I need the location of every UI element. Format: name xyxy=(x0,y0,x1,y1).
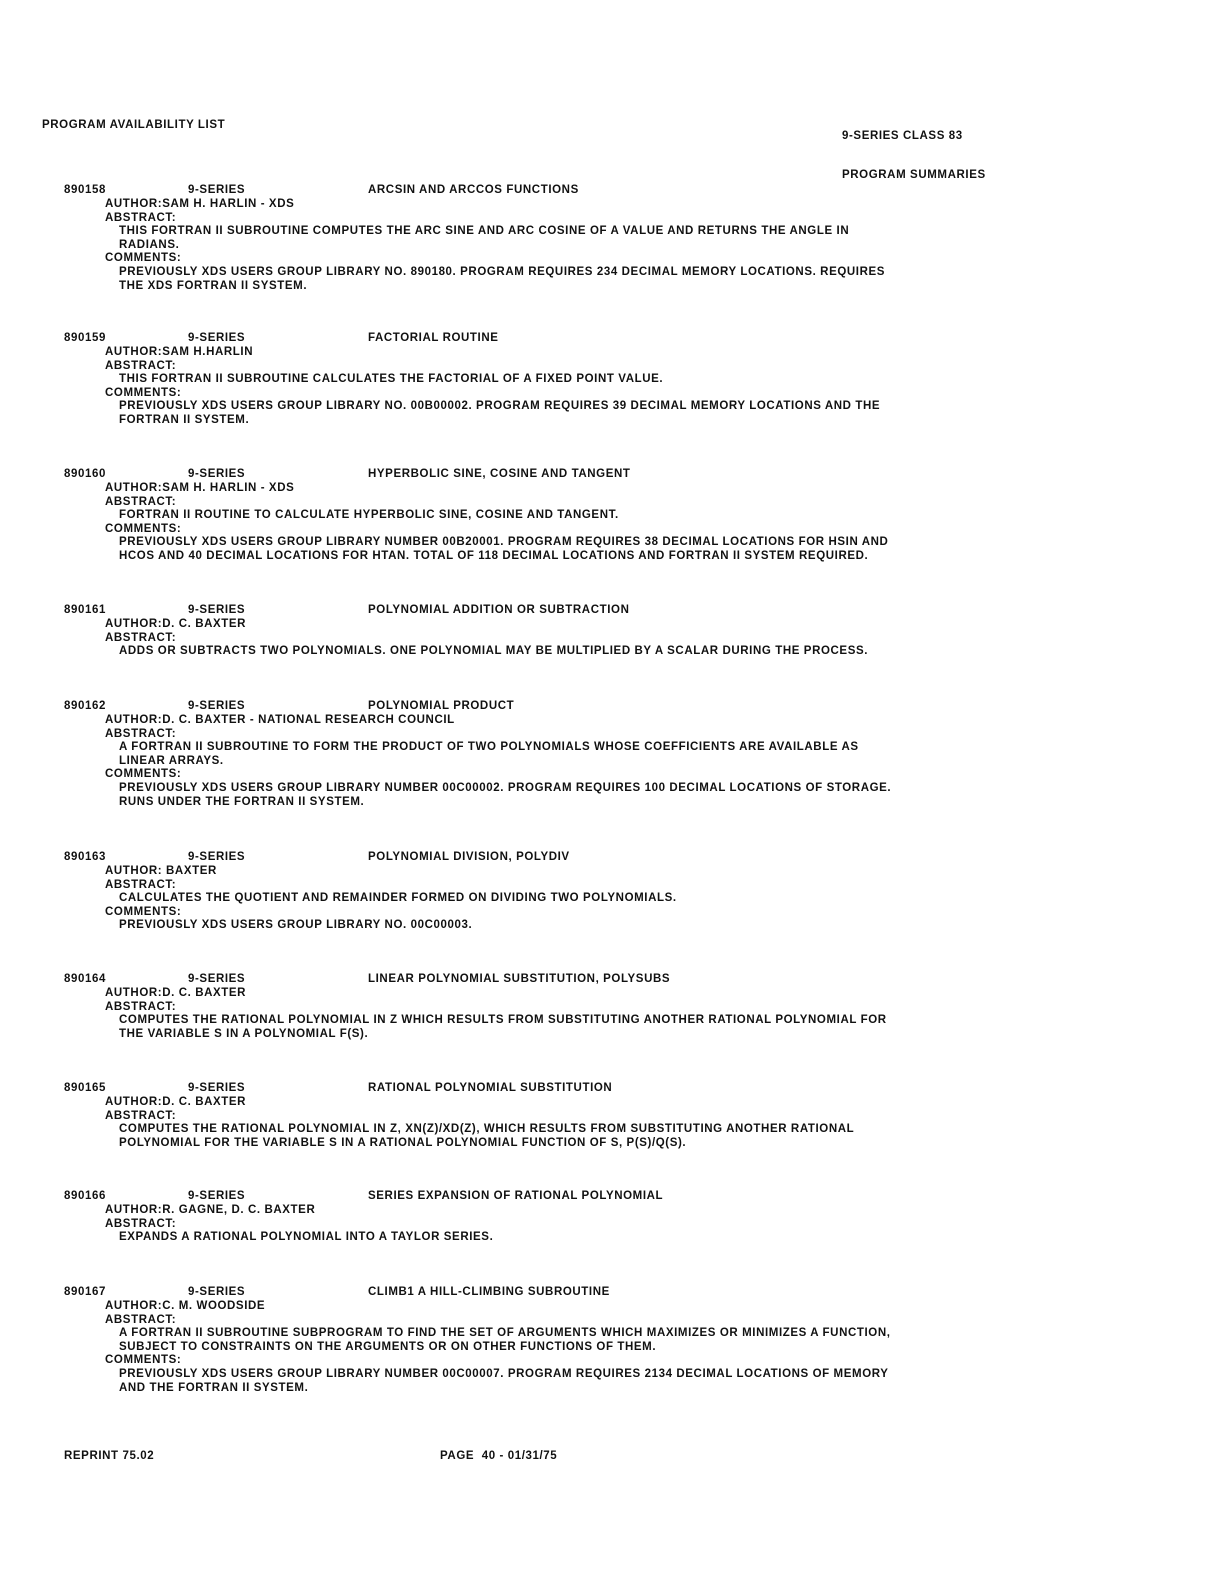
abstract-label: ABSTRACT: xyxy=(105,1109,177,1122)
program-title: RATIONAL POLYNOMIAL SUBSTITUTION xyxy=(368,1082,613,1094)
program-series: 9-SERIES xyxy=(188,1190,246,1202)
program-entry xyxy=(64,973,1184,1041)
comments-label: COMMENTS: xyxy=(105,768,182,781)
program-title: SERIES EXPANSION OF RATIONAL POLYNOMIAL xyxy=(368,1190,664,1202)
abstract-text: THIS FORTRAN II SUBROUTINE COMPUTES THE ARC SINE AND ARC COSINE OF A VALUE AND RETURNS THE ANGLE IN RADIANS. xyxy=(119,225,850,251)
program-series: 9-SERIES xyxy=(188,1286,246,1298)
program-entry xyxy=(64,468,1184,564)
program-number: 890160 xyxy=(64,468,106,480)
program-author: AUTHOR:C. M. WOODSIDE xyxy=(105,1300,266,1312)
program-author: AUTHOR:D. C. BAXTER xyxy=(105,618,247,630)
program-number: 890167 xyxy=(64,1286,106,1298)
program-series: 9-SERIES xyxy=(188,1082,246,1094)
program-entry xyxy=(64,1286,1184,1395)
comments-text: PREVIOUSLY XDS USERS GROUP LIBRARY NO. 00C00003. xyxy=(119,919,473,932)
program-author: AUTHOR:SAM H.HARLIN xyxy=(105,346,254,358)
abstract-text: COMPUTES THE RATIONAL POLYNOMIAL IN Z, XN(Z)/XD(Z), WHICH RESULTS FROM SUBSTITUTING ANOTHER RATIONAL POLYNOMIAL FOR THE VARIABLE S IN A RATIONAL POLYNOMIAL FUNCTION OF S, P(S)/Q(S). xyxy=(119,1123,855,1149)
program-series: 9-SERIES xyxy=(188,700,246,712)
program-entry xyxy=(64,700,1184,809)
abstract-label: ABSTRACT: xyxy=(105,359,177,372)
abstract-text: THIS FORTRAN II SUBROUTINE CALCULATES THE FACTORIAL OF A FIXED POINT VALUE. xyxy=(119,373,664,386)
program-entry xyxy=(64,1082,1184,1150)
program-entry xyxy=(64,851,1184,933)
program-series: 9-SERIES xyxy=(188,332,246,344)
entry-title-line xyxy=(64,1082,1184,1096)
program-number: 890166 xyxy=(64,1190,106,1202)
entry-title-line xyxy=(64,700,1184,714)
entry-title-line xyxy=(64,468,1184,482)
comments-text: PREVIOUSLY XDS USERS GROUP LIBRARY NUMBER 00C00007. PROGRAM REQUIRES 2134 DECIMAL LOCATIONS OF MEMORY AND THE FORTRAN II SYSTEM. xyxy=(119,1367,889,1394)
program-author: AUTHOR:R. GAGNE, D. C. BAXTER xyxy=(105,1204,316,1216)
comments-label: COMMENTS: xyxy=(105,905,182,918)
program-title: POLYNOMIAL DIVISION, POLYDIV xyxy=(368,851,570,863)
footer-page: PAGE 40 - 01/31/75 xyxy=(440,1450,558,1462)
entry-title-line xyxy=(64,973,1184,987)
program-series: 9-SERIES xyxy=(188,973,246,985)
abstract-text: EXPANDS A RATIONAL POLYNOMIAL INTO A TAYLOR SERIES. xyxy=(119,1231,494,1244)
header-right-line2: PROGRAM SUMMARIES xyxy=(842,169,986,181)
abstract-text: COMPUTES THE RATIONAL POLYNOMIAL IN Z WHICH RESULTS FROM SUBSTITUTING ANOTHER RATIONAL POLYNOMIAL FOR THE VARIABLE S IN A POLYNOMIAL F(S). xyxy=(119,1014,887,1040)
program-entry xyxy=(64,1190,1184,1245)
header-left: PROGRAM AVAILABILITY LIST xyxy=(42,119,226,131)
comments-label: COMMENTS: xyxy=(105,1354,182,1367)
program-title: HYPERBOLIC SINE, COSINE AND TANGENT xyxy=(368,468,631,480)
footer-reprint: REPRINT 75.02 xyxy=(64,1450,155,1462)
program-series: 9-SERIES xyxy=(188,184,246,196)
program-title: FACTORIAL ROUTINE xyxy=(368,332,499,344)
abstract-label: ABSTRACT: xyxy=(105,1313,177,1326)
program-number: 890158 xyxy=(64,184,106,196)
program-entry xyxy=(64,604,1184,659)
program-number: 890165 xyxy=(64,1082,106,1094)
program-entry xyxy=(64,184,1184,293)
entry-title-line xyxy=(64,332,1184,346)
entry-title-line xyxy=(64,1190,1184,1204)
abstract-text: FORTRAN II ROUTINE TO CALCULATE HYPERBOLIC SINE, COSINE AND TANGENT. xyxy=(119,509,619,522)
abstract-label: ABSTRACT: xyxy=(105,878,177,891)
entry-title-line xyxy=(64,851,1184,865)
program-title: LINEAR POLYNOMIAL SUBSTITUTION, POLYSUBS xyxy=(368,973,671,985)
program-series: 9-SERIES xyxy=(188,468,246,480)
program-title: ARCSIN AND ARCCOS FUNCTIONS xyxy=(368,184,579,196)
program-author: AUTHOR:SAM H. HARLIN - XDS xyxy=(105,198,295,210)
comments-label: COMMENTS: xyxy=(105,386,182,399)
program-author: AUTHOR: BAXTER xyxy=(105,865,217,877)
comments-text: PREVIOUSLY XDS USERS GROUP LIBRARY NO. 00B00002. PROGRAM REQUIRES 39 DECIMAL MEMORY LOCATIONS AND THE FORTRAN II SYSTEM. xyxy=(119,400,881,426)
entry-title-line xyxy=(64,1286,1184,1300)
program-title: CLIMB1 A HILL-CLIMBING SUBROUTINE xyxy=(368,1286,610,1298)
program-number: 890159 xyxy=(64,332,106,344)
program-number: 890164 xyxy=(64,973,106,985)
comments-label: COMMENTS: xyxy=(105,252,182,265)
abstract-label: ABSTRACT: xyxy=(105,1217,177,1230)
program-title: POLYNOMIAL ADDITION OR SUBTRACTION xyxy=(368,604,630,616)
header-right xyxy=(842,104,986,195)
program-title: POLYNOMIAL PRODUCT xyxy=(368,700,515,712)
comments-label: COMMENTS: xyxy=(105,522,182,535)
program-number: 890161 xyxy=(64,604,106,616)
abstract-text: A FORTRAN II SUBROUTINE SUBPROGRAM TO FIND THE SET OF ARGUMENTS WHICH MAXIMIZES OR MINIMIZES A FUNCTION, SUBJECT TO CONSTRAINTS ON THE ARGUMENTS OR ON OTHER FUNCTIONS OF THEM. xyxy=(119,1327,891,1353)
entry-title-line xyxy=(64,184,1184,198)
abstract-label: ABSTRACT: xyxy=(105,631,177,644)
abstract-label: ABSTRACT: xyxy=(105,727,177,740)
program-number: 890162 xyxy=(64,700,106,712)
abstract-label: ABSTRACT: xyxy=(105,211,177,224)
program-series: 9-SERIES xyxy=(188,851,246,863)
header-right-line1: 9-SERIES CLASS 83 xyxy=(842,130,963,142)
abstract-text: ADDS OR SUBTRACTS TWO POLYNOMIALS. ONE POLYNOMIAL MAY BE MULTIPLIED BY A SCALAR DURING THE PROCESS. xyxy=(119,645,869,658)
program-author: AUTHOR:D. C. BAXTER xyxy=(105,987,247,999)
program-author: AUTHOR:D. C. BAXTER xyxy=(105,1096,247,1108)
abstract-label: ABSTRACT: xyxy=(105,1000,177,1013)
entry-title-line xyxy=(64,604,1184,618)
comments-text: PREVIOUSLY XDS USERS GROUP LIBRARY NUMBER 00B20001. PROGRAM REQUIRES 38 DECIMAL LOCATIONS FOR HSIN AND HCOS AND 40 DECIMAL LOCATIONS FOR HTAN. TOTAL OF 118 DECIMAL LOCATIONS AND FORTRAN II SYSTEM REQUIRED. xyxy=(119,536,889,562)
program-author: AUTHOR:SAM H. HARLIN - XDS xyxy=(105,482,295,494)
abstract-text: CALCULATES THE QUOTIENT AND REMAINDER FORMED ON DIVIDING TWO POLYNOMIALS. xyxy=(119,892,677,905)
abstract-text: A FORTRAN II SUBROUTINE TO FORM THE PRODUCT OF TWO POLYNOMIALS WHOSE COEFFICIENTS ARE AVAILABLE AS LINEAR ARRAYS. xyxy=(119,741,859,767)
program-number: 890163 xyxy=(64,851,106,863)
program-author: AUTHOR:D. C. BAXTER - NATIONAL RESEARCH COUNCIL xyxy=(105,714,455,726)
comments-text: PREVIOUSLY XDS USERS GROUP LIBRARY NO. 890180. PROGRAM REQUIRES 234 DECIMAL MEMORY LOCATIONS. REQUIRES THE XDS FORTRAN II SYSTEM. xyxy=(119,265,886,292)
program-entry xyxy=(64,332,1184,428)
comments-text: PREVIOUSLY XDS USERS GROUP LIBRARY NUMBER 00C00002. PROGRAM REQUIRES 100 DECIMAL LOCATIONS OF STORAGE. RUNS UNDER THE FORTRAN II SYSTEM. xyxy=(119,781,892,808)
abstract-label: ABSTRACT: xyxy=(105,495,177,508)
program-series: 9-SERIES xyxy=(188,604,246,616)
